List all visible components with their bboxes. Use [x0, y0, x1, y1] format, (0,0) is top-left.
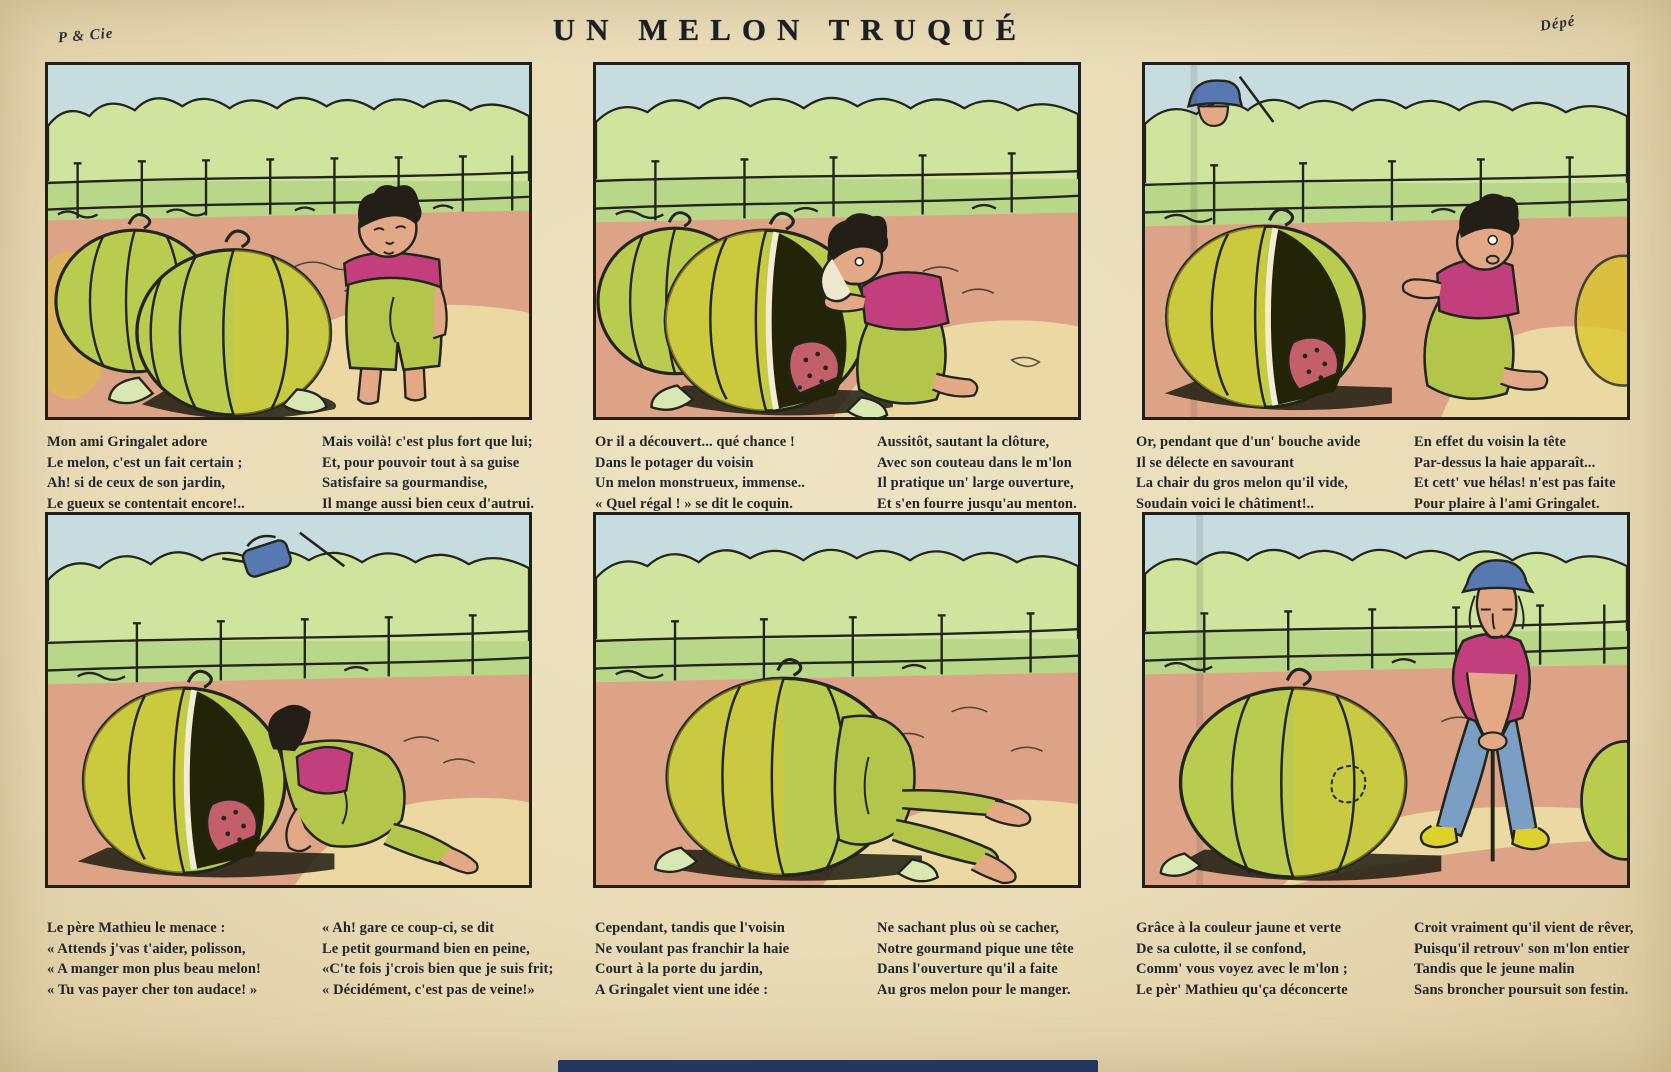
caption-line: « Décidément, c'est pas de veine!» — [322, 981, 535, 998]
caption-line: « Tu vas payer cher ton audace! » — [47, 981, 258, 998]
caption-line: Mon ami Gringalet adore — [47, 434, 208, 450]
caption-panel-1 — [47, 432, 581, 514]
hedge — [48, 98, 529, 183]
comic-panel-6 — [1142, 512, 1630, 888]
caption-line: Notre gourmand pique une tête — [877, 940, 1074, 957]
caption-line: Grâce à la couleur jaune et verte — [1136, 920, 1342, 936]
caption-line: Il mange aussi bien ceux d'autrui. — [322, 495, 535, 512]
caption-line: Cependant, tandis que l'voisin — [595, 920, 785, 936]
caption-line: Soudain voici le châtiment!.. — [1136, 495, 1315, 512]
verse-column — [47, 918, 306, 1000]
caption-line: Croit vraiment qu'il vient de rêver, — [1414, 920, 1634, 936]
verse-column — [595, 432, 861, 514]
caption-panel-4 — [47, 918, 581, 1000]
comic-panel-1 — [45, 62, 532, 420]
caption-line: Or, pendant que d'un' bouche avide — [1136, 434, 1361, 450]
caption-line: Il pratique un' large ouverture, — [877, 475, 1074, 492]
caption-line: Et s'en fourre jusqu'au menton. — [877, 495, 1077, 512]
caption-line: Pour plaire à l'ami Gringalet. — [1414, 495, 1600, 512]
caption-line: Aussitôt, sautant la clôture, — [877, 434, 1050, 450]
comic-panel-4 — [45, 512, 532, 888]
verse-column — [322, 432, 581, 514]
verse-column — [1414, 432, 1671, 514]
comic-panel-3 — [1142, 62, 1630, 420]
caption-line: « Quel régal ! » se dit le coquin. — [595, 495, 793, 512]
panel-5-illustration — [596, 515, 1078, 885]
caption-panel-6 — [1136, 918, 1671, 1000]
caption-line: Dans le potager du voisin — [595, 454, 754, 471]
caption-line: Mais voilà! c'est plus fort que lui; — [322, 434, 533, 450]
caption-line: Et cett' vue hélas! n'est pas faite — [1414, 475, 1616, 492]
caption-line: « Attends j'vas t'aider, polisson, — [47, 940, 246, 957]
caption-line: La chair du gros melon qu'il vide, — [1136, 475, 1348, 492]
caption-line: Le gueux se contentait encore!.. — [47, 495, 245, 512]
panel-2-illustration — [596, 65, 1078, 417]
verse-column — [322, 918, 581, 1000]
caption-line: Ah! si de ceux de son jardin, — [47, 475, 226, 492]
caption-line: Ne sachant plus où se cacher, — [877, 920, 1060, 936]
caption-line: Et, pour pouvoir tout à sa guise — [322, 454, 520, 471]
verse-column — [877, 432, 1143, 514]
verse-column — [47, 432, 306, 514]
verse-column — [1414, 918, 1671, 1000]
caption-line: Puisqu'il retrouv' son m'lon entier — [1414, 940, 1630, 957]
caption-line: Le melon, c'est un fait certain ; — [47, 454, 243, 471]
caption-panel-5 — [595, 918, 1143, 1000]
caption-line: « Ah! gare ce coup-ci, se dit — [322, 920, 495, 936]
caption-line: Dans l'ouverture qu'il a faite — [877, 961, 1058, 978]
caption-panel-3 — [1136, 432, 1671, 514]
caption-line: Un melon monstrueux, immense.. — [595, 475, 806, 492]
caption-line: Au gros melon pour le manger. — [877, 981, 1071, 998]
panel-4-illustration — [48, 515, 529, 885]
caption-line: Avec son couteau dans le m'lon — [877, 454, 1072, 471]
verse-column — [595, 918, 861, 1000]
deposit-mark: Dépé — [1538, 13, 1577, 35]
page-title: UN MELON TRUQUÉ — [552, 12, 1028, 47]
caption-line: « A manger mon plus beau melon! — [47, 961, 261, 978]
caption-line: Ne voulant pas franchir la haie — [595, 940, 790, 957]
caption-line: En effet du voisin la tête — [1414, 434, 1567, 450]
caption-line: Par-dessus la haie apparaît... — [1414, 454, 1596, 471]
panel-1-illustration — [48, 65, 529, 417]
caption-line: Sans broncher poursuit son festin. — [1414, 981, 1629, 998]
bottom-edge-artifact — [558, 1060, 1098, 1072]
caption-line: Tandis que le jeune malin — [1414, 961, 1575, 978]
caption-line: Il se délecte en savourant — [1136, 454, 1295, 471]
caption-line: A Gringalet vient une idée : — [595, 981, 769, 998]
caption-line: Court à la porte du jardin, — [595, 961, 763, 978]
caption-line: Comm' vous voyez avec le m'lon ; — [1136, 961, 1348, 978]
verse-column — [877, 918, 1143, 1000]
caption-line: De sa culotte, il se confond, — [1136, 940, 1307, 957]
caption-panel-2 — [595, 432, 1143, 514]
panel-6-illustration — [1145, 515, 1627, 885]
verse-column — [1136, 918, 1398, 1000]
caption-line: «C'te fois j'crois bien que je suis frit; — [322, 961, 554, 978]
caption-line: Le petit gourmand bien en peine, — [322, 940, 530, 957]
caption-line: Le père Mathieu le menace : — [47, 920, 226, 936]
verse-column — [1136, 432, 1398, 514]
panel-3-illustration — [1145, 65, 1627, 417]
caption-line: Le pèr' Mathieu qu'ça déconcerte — [1136, 981, 1348, 998]
caption-line: Satisfaire sa gourmandise, — [322, 475, 488, 492]
comic-panel-2 — [593, 62, 1081, 420]
comic-panel-5 — [593, 512, 1081, 888]
caption-line: Or il a découvert... qué chance ! — [595, 434, 795, 450]
publisher-mark: P & Cie — [57, 25, 115, 47]
